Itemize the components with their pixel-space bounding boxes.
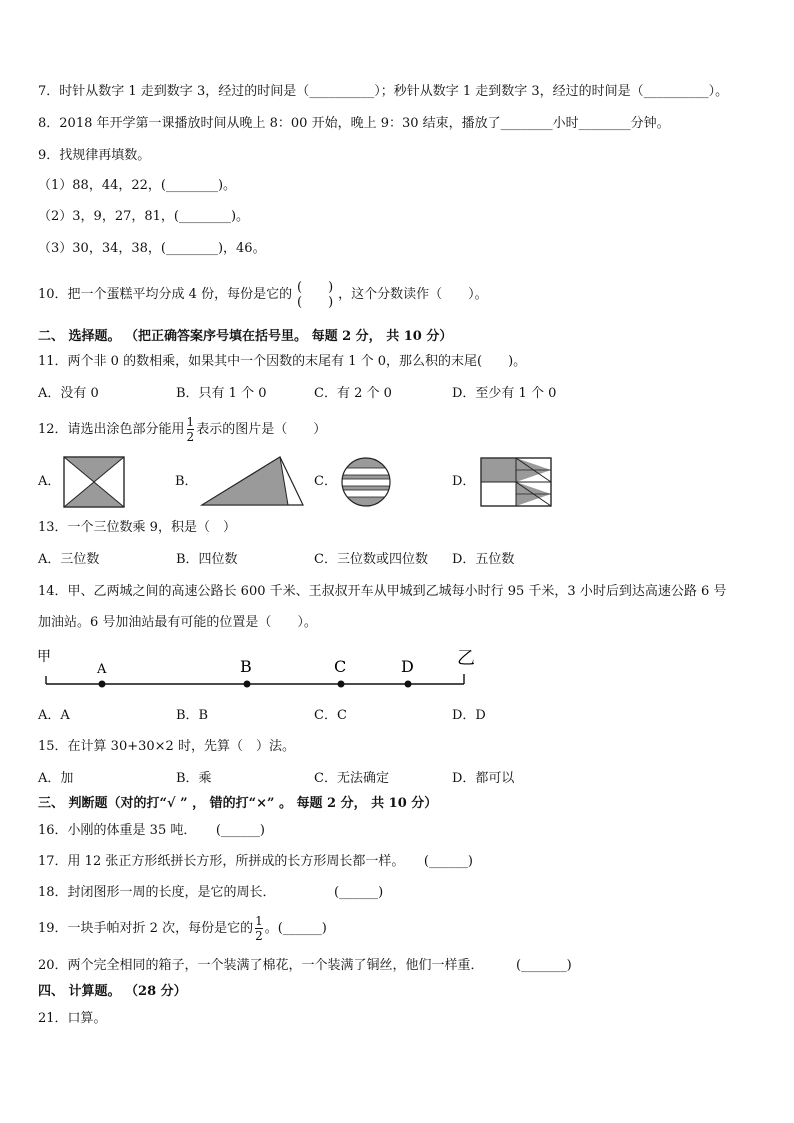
q13-option-b: B．四位数 bbox=[176, 552, 238, 567]
question-19 bbox=[38, 912, 327, 946]
section-2-heading: 二、 选择题。 （把正确答案序号填在括号里。 每题 2 分， 共 10 分） bbox=[38, 329, 453, 344]
question-19-prefix: 19．一块手帕对折 2 次，每份是它的 bbox=[38, 921, 254, 936]
point-a bbox=[99, 681, 106, 688]
q14-option-a: A．A bbox=[38, 708, 70, 723]
section-4-heading: 四、 计算题。 （28 分） bbox=[38, 984, 187, 999]
question-12-suffix: 表示的图片是（ ） bbox=[196, 422, 327, 437]
section-3-heading: 三、 判断题（对的打“√ ” ， 错的打“×” 。 每题 2 分， 共 10 分） bbox=[38, 796, 438, 811]
q13-option-d: D．五位数 bbox=[452, 552, 515, 567]
question-13: 13．一个三位数乘 9，积是（ ） bbox=[38, 520, 236, 535]
label-d: D bbox=[401, 657, 414, 676]
blank-fraction bbox=[295, 280, 335, 310]
label-b: B bbox=[240, 657, 252, 676]
q12-label-a: A． bbox=[38, 474, 61, 489]
figure-square-quarters bbox=[63, 456, 125, 508]
question-12 bbox=[38, 413, 326, 447]
q12-label-d: D． bbox=[452, 474, 476, 489]
q15-option-a: A．加 bbox=[38, 771, 74, 786]
question-8: 8．2018 年开学第一课播放时间从晚上 8：00 开始，晚上 9：30 结束，播放了________小时________分钟。 bbox=[38, 116, 670, 131]
question-9-part-2: （2）3，9，27，81，(________)。 bbox=[38, 209, 250, 224]
question-17: 17．用 12 张正方形纸拼长方形，所拼成的长方形周长都一样。 (______) bbox=[38, 854, 473, 869]
fraction-one-half: $\frac{1}{2}$ bbox=[186, 415, 195, 444]
q14-option-c: C．C bbox=[314, 708, 347, 723]
q13-option-a: A．三位数 bbox=[38, 552, 100, 567]
label-yi: 乙 bbox=[457, 648, 475, 669]
question-10-prefix: 10．把一个蛋糕平均分成 4 份，每份是它的 bbox=[38, 287, 293, 302]
question-15: 15．在计算 30+30×2 时，先算（ ）法。 bbox=[38, 739, 295, 754]
q12-label-b: B． bbox=[175, 474, 198, 489]
label-c: C bbox=[334, 657, 347, 676]
label-a: A bbox=[97, 662, 107, 677]
q15-option-b: B．乘 bbox=[176, 771, 212, 786]
figure-triangle bbox=[200, 455, 305, 507]
fraction-one-half: $\frac{1}{2}$ bbox=[255, 914, 263, 943]
question-16: 16．小刚的体重是 35 吨． (______) bbox=[38, 823, 265, 838]
question-9-part-3: （3）30，34，38，(________)，46。 bbox=[38, 241, 266, 256]
point-d bbox=[405, 681, 412, 688]
question-10 bbox=[38, 275, 488, 315]
question-14-line-2: 加油站。6 号加油站最有可能的位置是（ ）。 bbox=[38, 615, 317, 630]
question-9-part-1: （1）88，44，22，(________)。 bbox=[38, 178, 237, 193]
q15-option-c: C．无法确定 bbox=[314, 771, 389, 786]
question-20: 20．两个完全相同的箱子，一个装满了棉花，一个装满了铜丝，他们一样重． (_______) bbox=[38, 958, 572, 973]
point-c bbox=[338, 681, 345, 688]
question-9: 9．找规律再填数。 bbox=[38, 148, 151, 163]
q14-option-b: B．B bbox=[176, 708, 209, 723]
q12-label-c: C． bbox=[314, 474, 337, 489]
question-18: 18．封闭图形一周的长度，是它的周长． (______) bbox=[38, 885, 384, 900]
highway-diagram bbox=[36, 644, 476, 694]
blank-denominator: ( ) bbox=[297, 294, 334, 310]
point-b bbox=[244, 681, 251, 688]
question-12-prefix: 12．请选出涂色部分能用 bbox=[38, 422, 185, 437]
blank-numerator: ( ) bbox=[297, 279, 334, 295]
q11-option-a: A．没有 0 bbox=[38, 386, 99, 401]
question-10-suffix: ，这个分数读作（ ）。 bbox=[338, 287, 488, 302]
q11-option-d: D．至少有 1 个 0 bbox=[452, 386, 557, 401]
question-14-line-1: 14．甲、乙两城之间的高速公路长 600 千米、王叔叔开车从甲城到乙城每小时行 95 千米，3 小时后到达高速公路 6 号 bbox=[38, 584, 727, 599]
figure-rectangle-parts bbox=[480, 457, 554, 509]
label-jia: 甲 bbox=[37, 649, 51, 665]
figure-circle-stripes bbox=[340, 456, 392, 508]
question-11: 11．两个非 0 的数相乘，如果其中一个因数的末尾有 1 个 0，那么积的末尾( )。 bbox=[38, 354, 527, 369]
question-21: 21．口算。 bbox=[38, 1011, 107, 1026]
q11-option-c: C．有 2 个 0 bbox=[314, 386, 392, 401]
question-19-suffix: 。(______) bbox=[264, 921, 327, 936]
question-7: 7．时针从数字 1 走到数字 3，经过的时间是（__________）；秒针从数字 1 走到数字 3，经过的时间是（__________）。 bbox=[38, 84, 729, 99]
q15-option-d: D．都可以 bbox=[452, 771, 515, 786]
q13-option-c: C．三位数或四位数 bbox=[314, 552, 428, 567]
q11-option-b: B．只有 1 个 0 bbox=[176, 386, 267, 401]
q14-option-d: D．D bbox=[452, 708, 486, 723]
